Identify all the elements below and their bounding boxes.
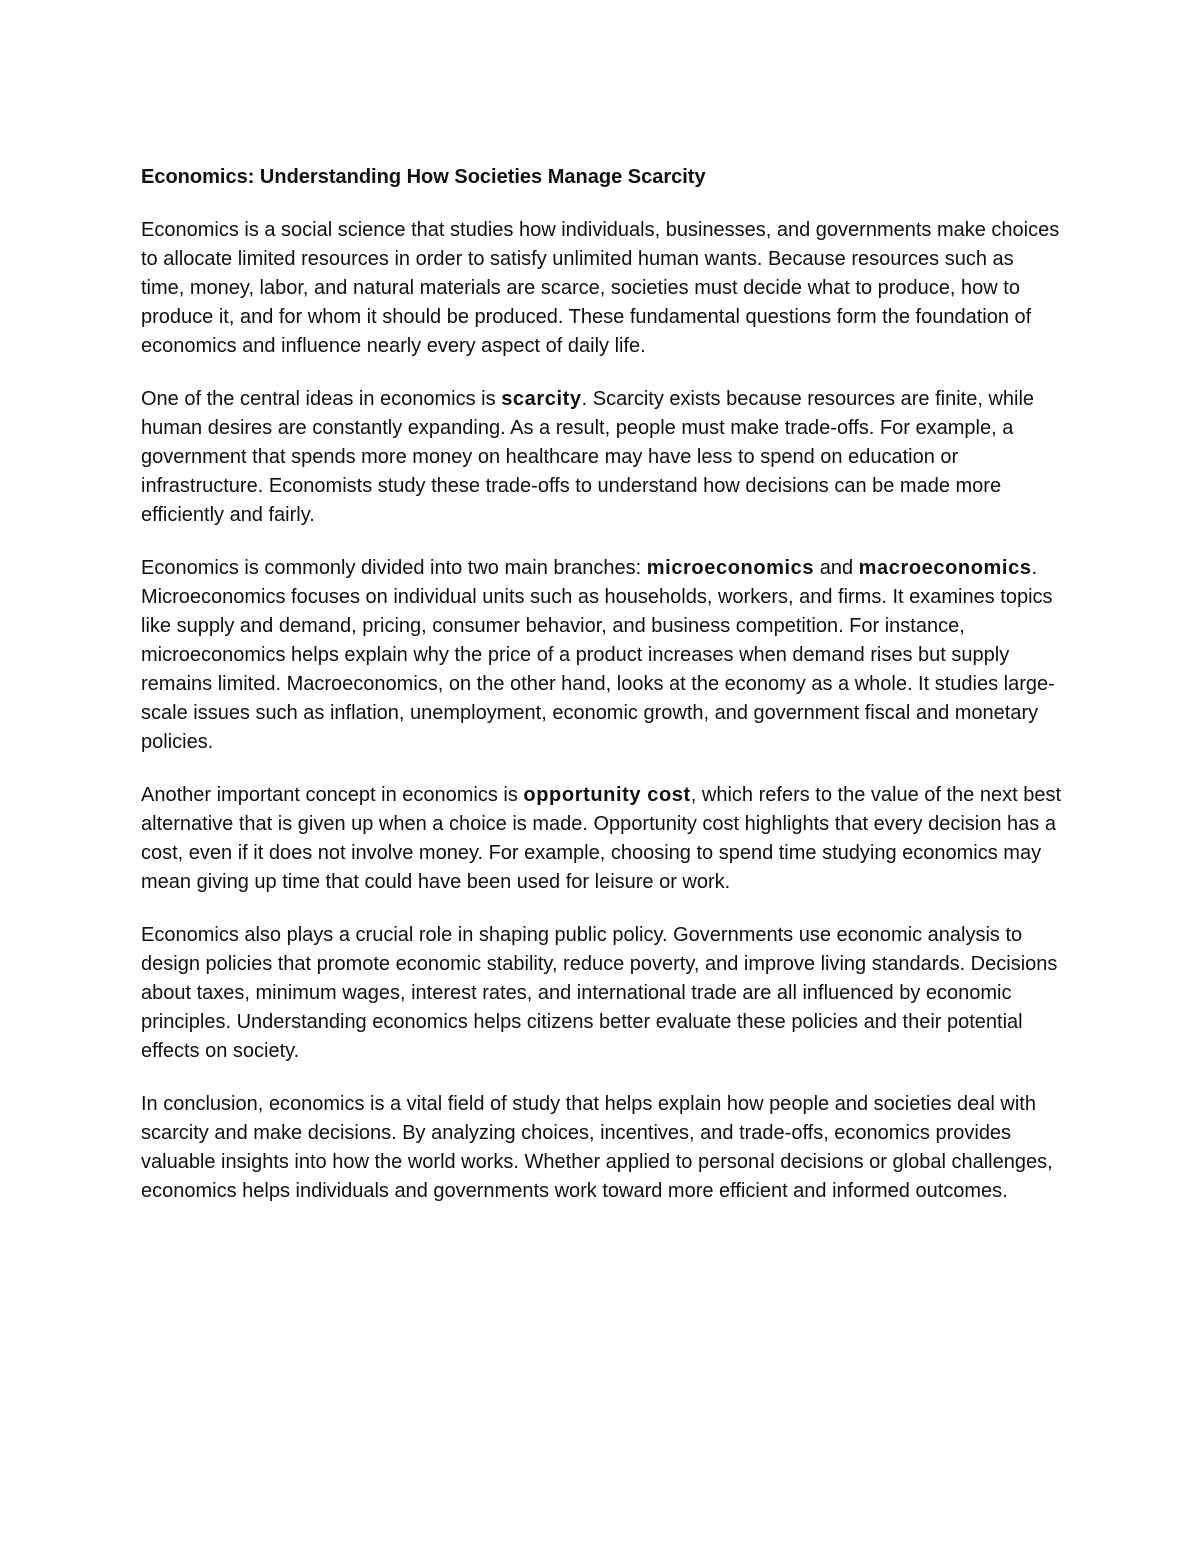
paragraph-intro: Economics is a social science that studies how individuals, businesses, and governments make choices to allocate limited resources in order to satisfy unlimited human wants. Because resources such as time, money, labor, and natural materials are scarce, societies must decide what to produce, how to produce it, and for whom it should be produced. These fundamental questions form the foundation of economics and influence nearly every aspect of daily life. [141, 219, 1060, 357]
paragraph-text: and [814, 557, 859, 579]
paragraph-text: One of the central ideas in economics is [141, 388, 502, 410]
document-body [141, 163, 1061, 1230]
term-macroeconomics: macroeconomics [858, 557, 1032, 579]
paragraph-text: . Microeconomics focuses on individual units such as households, workers, and firms. It examines topics like supply and demand, pricing, consumer behavior, and business competition. For instance, microeconomics helps explain why the price of a product increases when demand rises but supply remains limited. Macroeconomics, on the other hand, looks at the economy as a whole. It studies large-scale issues such as inflation, unemployment, economic growth, and government fiscal and monetary policies. [141, 557, 1055, 753]
term-microeconomics: microeconomics [646, 557, 815, 579]
paragraph-text: . Scarcity exists because resources are finite, while human desires are constantly expanding. As a result, people must make trade-offs. For example, a government that spends more money on healthcare may have less to spend on education or infrastructure. Economists study these trade-offs to understand how decisions can be made more efficiently and fairly. [141, 388, 1035, 526]
term-opportunity-cost: opportunity cost [523, 784, 691, 806]
paragraph-branches [141, 554, 1061, 757]
paragraph-text: Economics is commonly divided into two main branches: [141, 557, 647, 579]
paragraph-public-policy: Economics also plays a crucial role in shaping public policy. Governments use economic analysis to design policies that promote economic stability, reduce poverty, and improve living standards. Decisions about taxes, minimum wages, interest rates, and international trade are all influenced by economic principles. Understanding economics helps citizens better evaluate these policies and their potential effects on society. [141, 924, 1058, 1062]
document-title: Economics: Understanding How Societies Manage Scarcity [141, 166, 706, 188]
paragraph-text: Another important concept in economics is [141, 784, 524, 806]
paragraph-text: , which refers to the value of the next best alternative that is given up when a choice is made. Opportunity cost highlights that every decision has a cost, even if it does not involve money. For example, choosing to spend time studying economics may mean giving up time that could have been used for leisure or work. [141, 784, 1062, 893]
paragraph-opportunity-cost [141, 781, 1061, 897]
paragraph-conclusion: In conclusion, economics is a vital field of study that helps explain how people and societies deal with scarcity and make decisions. By analyzing choices, incentives, and trade-offs, economics provides valuable insights into how the world works. Whether applied to personal decisions or global challenges, economics helps individuals and governments work toward more efficient and informed outcomes. [141, 1093, 1053, 1202]
paragraph-scarcity [141, 385, 1061, 530]
term-scarcity: scarcity [501, 388, 582, 410]
